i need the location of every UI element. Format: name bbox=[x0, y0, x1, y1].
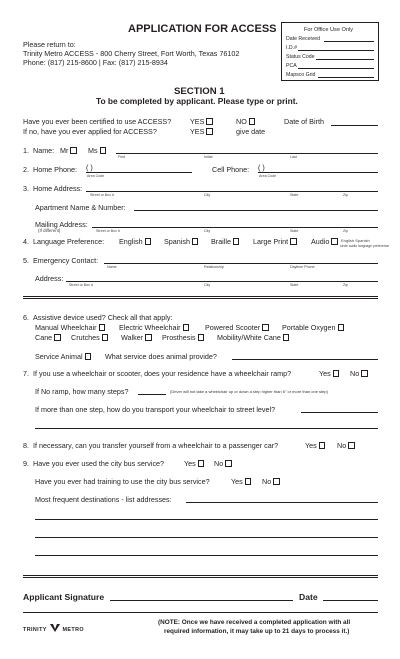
office-pca-line[interactable] bbox=[298, 68, 374, 69]
emergency-city-caption: City bbox=[204, 283, 211, 287]
return-address: Trinity Metro ACCESS - 800 Cherry Street, Fort Worth, Texas 76102 bbox=[23, 49, 240, 58]
return-phone: Phone: (817) 215-8600 | Fax: (817) 215-8934 bbox=[23, 58, 168, 67]
emergency-contact-field[interactable] bbox=[104, 263, 378, 264]
home-phone-label: Home Phone: bbox=[33, 165, 77, 174]
name-label: Name: bbox=[33, 146, 55, 155]
transfer-yes-label: Yes bbox=[305, 441, 317, 450]
training-no-checkbox[interactable] bbox=[273, 478, 280, 485]
office-field-status-code: Status Code bbox=[286, 54, 315, 60]
audio-language-note: circle audio language preference bbox=[340, 244, 390, 248]
service-animal-question: What service does animal provide? bbox=[105, 352, 217, 361]
office-use-box bbox=[281, 22, 379, 81]
mailing-address-label: Mailing Address: bbox=[35, 220, 88, 229]
ramp-no-checkbox[interactable] bbox=[361, 370, 368, 377]
device-powered-scooter[interactable] bbox=[205, 323, 269, 332]
ramp-yes[interactable] bbox=[319, 369, 339, 378]
device-manual-wheelchair-label: Manual Wheelchair bbox=[35, 323, 97, 332]
q7-number: 7. bbox=[23, 369, 29, 378]
name-last-caption: Last bbox=[290, 155, 297, 159]
cell-phone-label: Cell Phone: bbox=[212, 165, 250, 174]
transfer-no-label: No bbox=[337, 441, 347, 450]
apartment-field[interactable] bbox=[134, 210, 378, 211]
name-initial-caption: Initial bbox=[204, 155, 213, 159]
device-portable-oxygen[interactable] bbox=[282, 323, 344, 332]
applied-yes-label: YES bbox=[190, 127, 205, 136]
cell-phone-area-paren: ( ) bbox=[258, 163, 265, 172]
emergency-zip-caption: Zip bbox=[343, 283, 348, 287]
logo-text-left: TRINITY bbox=[23, 627, 47, 633]
no-ramp-question: If No ramp, how many steps? bbox=[35, 387, 129, 396]
signature-date-label: Date bbox=[299, 592, 318, 602]
trinity-metro-logo bbox=[23, 624, 84, 634]
emergency-relationship-caption: Relationship bbox=[204, 265, 224, 269]
device-portable-oxygen-label: Portable Oxygen bbox=[282, 323, 336, 332]
device-prosthesis-label: Prosthesis bbox=[162, 333, 196, 342]
home-address-label: Home Address: bbox=[33, 184, 83, 193]
certified-yes[interactable] bbox=[190, 117, 213, 126]
mr-checkbox[interactable] bbox=[70, 147, 77, 154]
emergency-state-caption: State bbox=[290, 283, 299, 287]
office-date-received-line[interactable] bbox=[324, 41, 374, 42]
home-phone-field[interactable] bbox=[86, 172, 192, 173]
emergency-contact-label: Emergency Contact: bbox=[33, 256, 99, 265]
emergency-phone-caption: Daytime Phone bbox=[290, 265, 315, 269]
device-cane[interactable] bbox=[35, 333, 61, 342]
dob-label: Date of Birth bbox=[284, 117, 324, 126]
bus-no-checkbox[interactable] bbox=[225, 460, 232, 467]
destinations-field-0[interactable] bbox=[186, 502, 378, 503]
mailing-address-field[interactable] bbox=[92, 227, 378, 228]
device-crutches[interactable] bbox=[71, 333, 108, 342]
form-title: APPLICATION FOR ACCESS bbox=[128, 23, 277, 35]
destinations-field-3[interactable] bbox=[35, 555, 378, 556]
certified-question: Have you ever been certified to use ACCESS? bbox=[23, 117, 172, 126]
destinations-field-1[interactable] bbox=[35, 519, 378, 520]
ms-checkbox[interactable] bbox=[100, 147, 107, 154]
device-electric-wheelchair-label: Electric Wheelchair bbox=[119, 323, 181, 332]
logo-mark-icon bbox=[50, 624, 60, 632]
emergency-street-caption: Street or Box # bbox=[69, 283, 93, 287]
language-braille-label: Braille bbox=[211, 237, 231, 246]
bus-yes[interactable] bbox=[184, 459, 204, 468]
certified-no-checkbox[interactable] bbox=[249, 118, 256, 125]
transfer-yes-checkbox[interactable] bbox=[319, 442, 326, 449]
ramp-no[interactable] bbox=[350, 369, 368, 378]
language-english[interactable] bbox=[119, 237, 151, 246]
signature-label: Applicant Signature bbox=[23, 592, 105, 602]
bus-no-label: No bbox=[214, 459, 224, 468]
language-audio[interactable] bbox=[311, 237, 338, 246]
device-portable-oxygen-checkbox[interactable] bbox=[338, 324, 345, 331]
device-mobility-cane-checkbox[interactable] bbox=[283, 334, 290, 341]
training-no[interactable] bbox=[262, 477, 280, 486]
emergency-address-label: Address: bbox=[35, 274, 64, 283]
certified-yes-checkbox[interactable] bbox=[206, 118, 213, 125]
section-title: SECTION 1 bbox=[174, 86, 225, 97]
q8-number: 8. bbox=[23, 441, 29, 450]
apartment-label: Apartment Name & Number: bbox=[35, 203, 126, 212]
q3-number: 3. bbox=[23, 184, 29, 193]
language-audio-label: Audio bbox=[311, 237, 330, 246]
transfer-no-checkbox[interactable] bbox=[348, 442, 355, 449]
give-date-label: give date bbox=[236, 127, 266, 136]
bus-yes-checkbox[interactable] bbox=[198, 460, 205, 467]
processing-note-line-2: required information, it may take up to 21 days to process it.) bbox=[164, 628, 350, 635]
section-divider-2 bbox=[23, 575, 378, 578]
cell-phone-field[interactable] bbox=[258, 172, 378, 173]
certified-no-label: NO bbox=[236, 117, 247, 126]
office-field-id: I.D.# bbox=[286, 45, 297, 51]
mailing-street-caption: Street or Box # bbox=[96, 229, 120, 233]
signature-field[interactable] bbox=[110, 600, 293, 601]
language-large-print-checkbox[interactable] bbox=[290, 238, 297, 245]
service-animal[interactable] bbox=[35, 352, 91, 361]
ms-option[interactable] bbox=[88, 146, 106, 155]
ramp-yes-label: Yes bbox=[319, 369, 331, 378]
device-cane-checkbox[interactable] bbox=[54, 334, 61, 341]
home-address-field[interactable] bbox=[86, 191, 378, 192]
certified-no[interactable] bbox=[236, 117, 255, 126]
device-powered-scooter-label: Powered Scooter bbox=[205, 323, 261, 332]
return-to-label: Please return to: bbox=[23, 40, 76, 49]
device-walker-checkbox[interactable] bbox=[145, 334, 152, 341]
device-walker[interactable] bbox=[121, 333, 152, 342]
more-steps-field-2[interactable] bbox=[35, 428, 378, 429]
footer-rule bbox=[23, 612, 378, 613]
emergency-name-caption: Name bbox=[107, 265, 117, 269]
language-english-checkbox[interactable] bbox=[145, 238, 152, 245]
applied-question: If no, have you ever applied for ACCESS? bbox=[23, 127, 157, 136]
transfer-yes[interactable] bbox=[305, 441, 325, 450]
service-animal-label: Service Animal bbox=[35, 352, 83, 361]
mailing-if-different: (If different) bbox=[38, 228, 61, 233]
section-subtitle: To be completed by applicant. Please type or print. bbox=[96, 96, 298, 106]
home-area-code-caption: Area Code bbox=[87, 174, 105, 178]
training-no-label: No bbox=[262, 477, 272, 486]
bus-yes-label: Yes bbox=[184, 459, 196, 468]
more-steps-field-1[interactable] bbox=[301, 412, 378, 413]
office-field-pca: PCA bbox=[286, 63, 297, 69]
training-yes-checkbox[interactable] bbox=[245, 478, 252, 485]
device-electric-wheelchair[interactable] bbox=[119, 323, 189, 332]
device-mobility-cane[interactable] bbox=[217, 333, 289, 342]
transfer-no[interactable] bbox=[337, 441, 355, 450]
mailing-state-caption: State bbox=[290, 229, 299, 233]
name-first-caption: First bbox=[118, 155, 125, 159]
language-label: Language Preference: bbox=[33, 237, 105, 246]
language-spanish[interactable] bbox=[164, 237, 198, 246]
language-large-print[interactable] bbox=[253, 237, 297, 246]
language-english-label: English bbox=[119, 237, 143, 246]
office-id-line[interactable] bbox=[298, 50, 374, 51]
training-yes[interactable] bbox=[231, 477, 251, 486]
mailing-zip-caption: Zip bbox=[343, 229, 348, 233]
q9-question: Have you ever used the city bus service? bbox=[33, 459, 165, 468]
no-ramp-steps-field[interactable] bbox=[138, 394, 166, 395]
device-manual-wheelchair-checkbox[interactable] bbox=[99, 324, 106, 331]
home-zip-caption: Zip bbox=[343, 193, 348, 197]
device-powered-scooter-checkbox[interactable] bbox=[262, 324, 269, 331]
device-crutches-checkbox[interactable] bbox=[102, 334, 109, 341]
q6-number: 6. bbox=[23, 313, 29, 322]
logo-text-right: METRO bbox=[62, 627, 84, 633]
mr-label: Mr bbox=[60, 146, 69, 155]
q4-number: 4. bbox=[23, 237, 29, 246]
emergency-address-field[interactable] bbox=[66, 281, 378, 282]
signature-date-field[interactable] bbox=[323, 600, 378, 601]
mr-option[interactable] bbox=[60, 146, 77, 155]
device-walker-label: Walker bbox=[121, 333, 144, 342]
audio-language-options: English Spanish bbox=[341, 238, 370, 243]
service-animal-checkbox[interactable] bbox=[85, 353, 92, 360]
applied-yes-checkbox[interactable] bbox=[206, 128, 213, 135]
mailing-city-caption: City bbox=[204, 229, 211, 233]
bus-no[interactable] bbox=[214, 459, 232, 468]
language-large-print-label: Large Print bbox=[253, 237, 289, 246]
device-electric-wheelchair-checkbox[interactable] bbox=[183, 324, 190, 331]
language-braille-checkbox[interactable] bbox=[233, 238, 240, 245]
q5-number: 5. bbox=[23, 256, 29, 265]
no-ramp-driver-note: (Driver will not take a wheelchair up or down a step higher than 6" or more than one step) bbox=[170, 389, 328, 394]
language-audio-checkbox[interactable] bbox=[331, 238, 338, 245]
bus-training-question: Have you ever had training to use the city bus service? bbox=[35, 477, 210, 486]
q8-question: If necessary, can you transfer yourself from a wheelchair to a passenger car? bbox=[33, 441, 279, 450]
ms-label: Ms bbox=[88, 146, 98, 155]
name-field[interactable] bbox=[116, 153, 378, 154]
q1-number: 1. bbox=[23, 146, 29, 155]
training-yes-label: Yes bbox=[231, 477, 243, 486]
office-field-mapsco: Mapsco Grid bbox=[286, 72, 316, 78]
device-cane-label: Cane bbox=[35, 333, 53, 342]
service-animal-field[interactable] bbox=[232, 359, 378, 360]
applied-yes[interactable] bbox=[190, 127, 213, 136]
ramp-no-label: No bbox=[350, 369, 360, 378]
office-mapsco-line[interactable] bbox=[318, 77, 374, 78]
dob-field[interactable] bbox=[331, 125, 378, 126]
language-spanish-checkbox[interactable] bbox=[192, 238, 199, 245]
destinations-field-2[interactable] bbox=[35, 537, 378, 538]
home-phone-area-paren: ( ) bbox=[86, 163, 93, 172]
more-steps-question: If more than one step, how do you transport your wheelchair to street level? bbox=[35, 405, 276, 414]
device-prosthesis[interactable] bbox=[162, 333, 204, 342]
office-use-title: For Office Use Only bbox=[304, 27, 354, 33]
processing-note-line-1: (NOTE: Once we have received a completed application with all bbox=[158, 619, 351, 626]
q2-number: 2. bbox=[23, 165, 29, 174]
q7-question: If you use a wheelchair or scooter, does your residence have a wheelchair ramp? bbox=[33, 369, 292, 378]
device-crutches-label: Crutches bbox=[71, 333, 100, 342]
certified-yes-label: YES bbox=[190, 117, 205, 126]
office-field-date-received: Date Received bbox=[286, 36, 321, 42]
section-divider-1 bbox=[23, 296, 378, 299]
home-street-caption: Street or Box # bbox=[90, 193, 114, 197]
device-manual-wheelchair[interactable] bbox=[35, 323, 105, 332]
q6-question: Assistive device used? Check all that apply: bbox=[33, 313, 173, 322]
language-braille[interactable] bbox=[211, 237, 239, 246]
cell-area-code-caption: Area Code bbox=[259, 174, 277, 178]
office-status-code-line[interactable] bbox=[316, 59, 374, 60]
language-spanish-label: Spanish bbox=[164, 237, 190, 246]
q9-number: 9. bbox=[23, 459, 29, 468]
home-state-caption: State bbox=[290, 193, 299, 197]
destinations-question: Most frequent destinations - list addresses: bbox=[35, 495, 172, 504]
ramp-yes-checkbox[interactable] bbox=[333, 370, 340, 377]
device-mobility-cane-label: Mobility/White Cane bbox=[217, 333, 281, 342]
home-city-caption: City bbox=[204, 193, 211, 197]
device-prosthesis-checkbox[interactable] bbox=[198, 334, 205, 341]
